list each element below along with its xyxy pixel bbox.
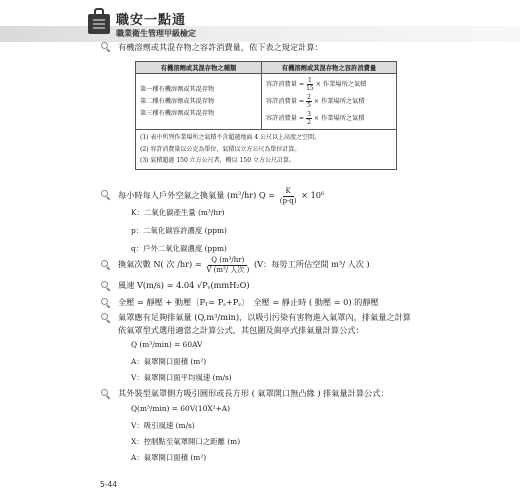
page-number: 5-44 bbox=[100, 480, 118, 489]
formula-q-60av: Q (m³/min) = 60AV bbox=[131, 340, 203, 349]
bullet-6-line-2: 依氣罩型式選用適當之計算公式，其包圍及崗亭式排氣量計算公式： bbox=[118, 325, 364, 335]
table-types-cell bbox=[136, 74, 262, 130]
bullet-4: 風速 V(m/s) = 4.04 $√P_v(mmH_2O)$ bbox=[118, 280, 250, 291]
def-v2: V：吸引風速 (m/s) bbox=[131, 421, 195, 430]
table-notes bbox=[136, 130, 397, 170]
header-subtitle: 職業衛生管理甲級檢定 bbox=[116, 29, 196, 38]
magnifier-icon bbox=[101, 190, 111, 200]
magnifier-icon bbox=[101, 389, 111, 399]
formula-row-3: 容許消費量 = $\frac{3}{2}$ × 作業場所之氣積 bbox=[266, 111, 365, 126]
header-title: 職安一點通 bbox=[116, 13, 187, 28]
type-1: 第一種有機溶劑或其混存物 bbox=[140, 85, 215, 93]
def-p: p：二氧化碳容許濃度 (ppm) bbox=[131, 226, 227, 235]
table-header-amount: 有機溶劑或其混存物之容許消費量 bbox=[262, 62, 397, 74]
toolbox-icon bbox=[88, 8, 110, 34]
def-a: A：氣罩開口面積 (m²) bbox=[131, 357, 207, 366]
def-v: V：氣罩開口面平均風速 (m/s) bbox=[131, 373, 232, 382]
note-3: (3) 氣積超過 150 立方公尺者，概以 150 立方公尺計算。 bbox=[140, 157, 295, 164]
header-band bbox=[0, 26, 520, 42]
note-2: (2) 容許消費量以公克為單位，氣積以立方公尺為單位計算。 bbox=[140, 145, 301, 153]
bullet-3: 換氣次數 N( 次 /hr) = Q (m³/hr) V (m³/ 人次 ) (V：每勞工所佔空間 m³/ 人次 ) bbox=[118, 255, 370, 274]
magnifier-icon bbox=[101, 313, 111, 323]
bullet-5: 全壓 = 靜壓 + 動壓〔$P_T= P_s+P_v$〕 全壓 = 靜止時 ( 動壓 = 0) 的靜壓 bbox=[118, 297, 379, 308]
magnifier-icon bbox=[101, 281, 111, 291]
table-formula-cell bbox=[262, 74, 397, 130]
table-header-type: 有機溶劑或其混存物之種類 bbox=[136, 62, 262, 74]
def-k: K：二氧化碳產生量 (m³/hr) bbox=[131, 208, 225, 217]
magnifier-icon bbox=[101, 42, 111, 52]
solvent-table bbox=[135, 61, 397, 170]
type-2: 第二種有機溶劑或其混存物 bbox=[140, 97, 215, 105]
page-header bbox=[0, 0, 520, 46]
note-1: (1) 表中所列作業場所之氣積不含超越地面 4 公尺以上高度之空間。 bbox=[140, 134, 321, 141]
def-x: X：控制點至氣罩開口之距離 (m) bbox=[131, 437, 241, 446]
bullet-1: 有機溶劑或其混存物之容許消費量，依下表之規定計算： bbox=[118, 42, 323, 52]
bullet-6-line-1: 氣罩應有足夠排氣量 (Q,m³/min)，以吸引污染有害物進入氣罩內，排氣量之計算 bbox=[118, 312, 411, 322]
formula-row-2: 容許消費量 = $\frac{2}{5}$ × 作業場所之氣積 bbox=[266, 94, 365, 109]
def-a2: A：氣罩開口面積 (m²) bbox=[131, 453, 207, 462]
bullet-7: 其外裝型氣罩側方吸引圓形或長方形 ( 氣罩開口無凸緣 ) 排氣量計算公式： bbox=[118, 388, 389, 398]
def-q: q：戶外二氧化碳濃度 (ppm) bbox=[131, 244, 227, 253]
type-3: 第三種有機溶劑或其混存物 bbox=[140, 109, 215, 117]
bullet-2: 每小時每人戶外空氣之換氣量 $(m^3/hr) Q$ = $\frac{K}{(p-q)}$ × $10^6$ bbox=[118, 186, 325, 205]
formula-exterior-hood: Q(m³/min) = 60V(10X²+A) bbox=[131, 404, 230, 413]
magnifier-icon bbox=[101, 260, 111, 270]
magnifier-icon bbox=[101, 298, 111, 308]
formula-row-1: 容許消費量 = $\frac{1}{15}$ × 作業場所之氣積 bbox=[266, 77, 367, 92]
